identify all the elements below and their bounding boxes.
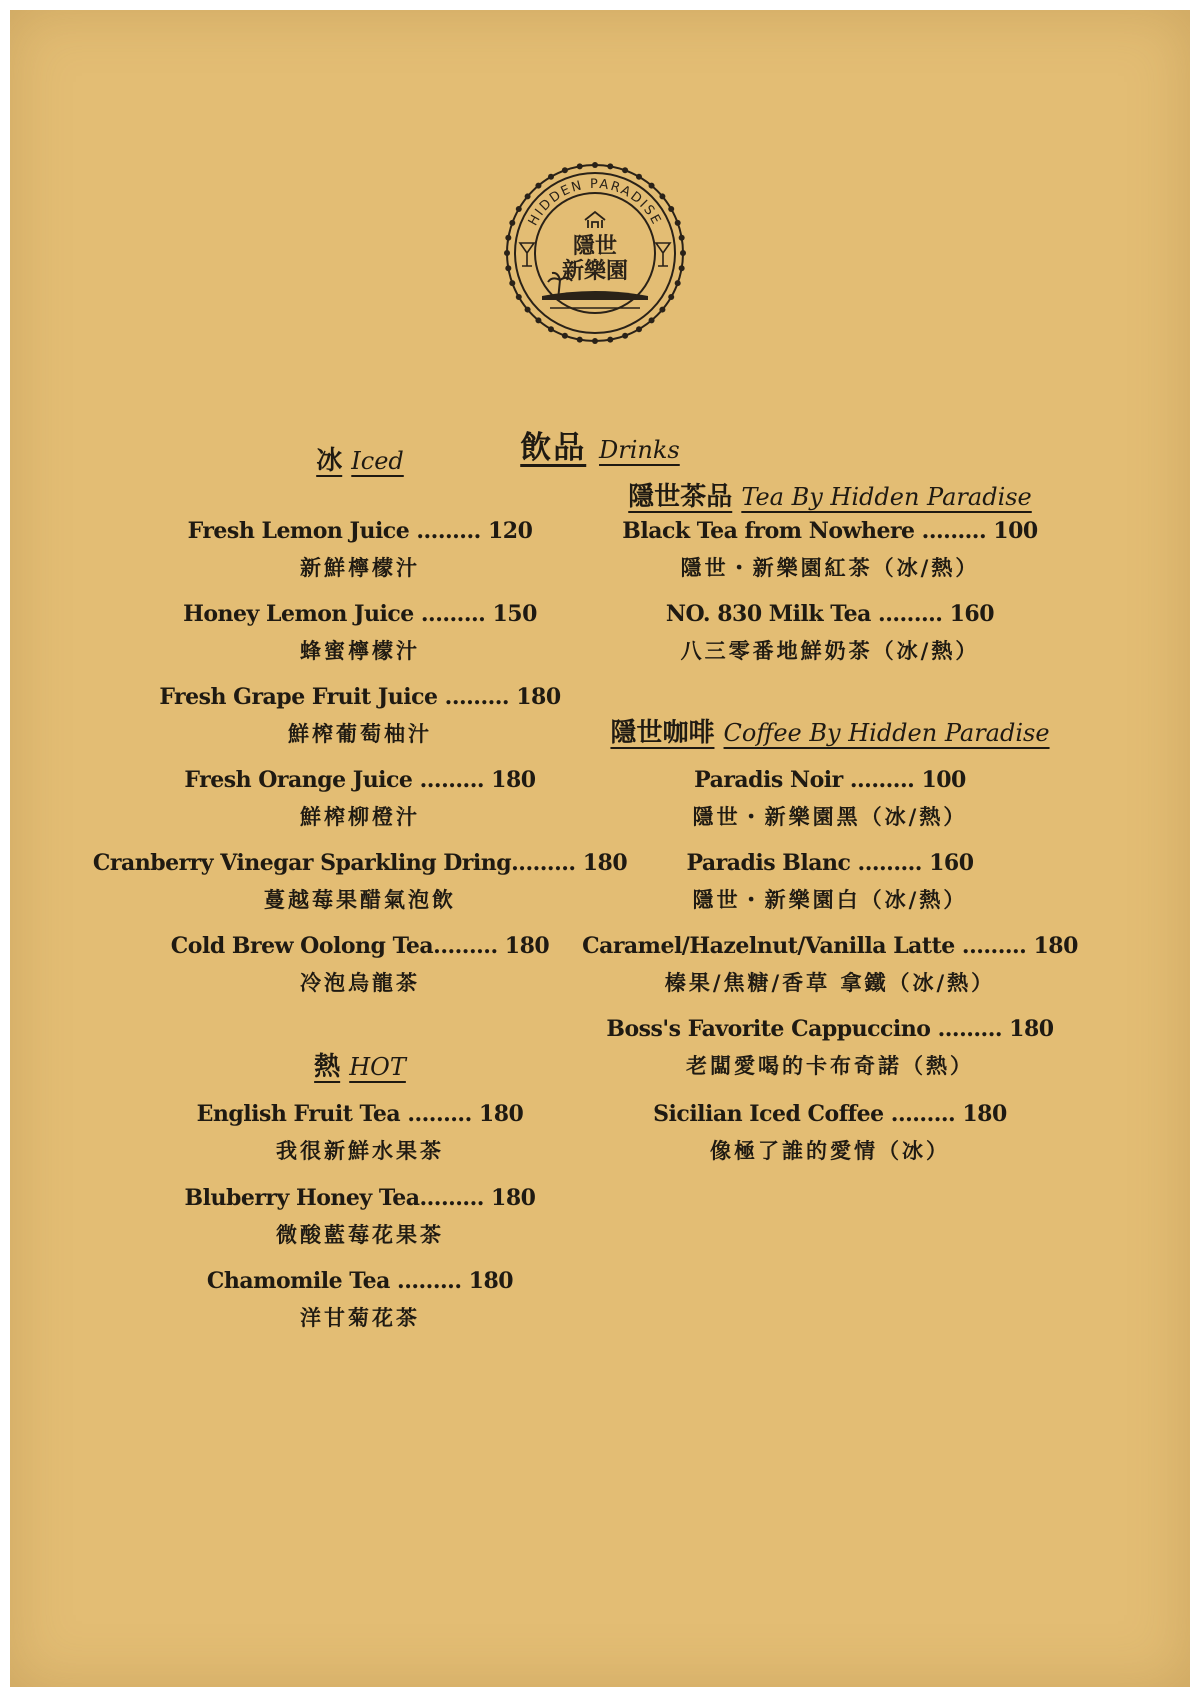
section-heading-en: Tea By Hidden Paradise xyxy=(741,483,1032,511)
logo-scallop xyxy=(607,163,613,169)
section-heading-zh: 隱世茶品 xyxy=(628,482,733,512)
section-heading-zh: 熱 xyxy=(314,1052,341,1082)
cocktail-glass-icon-right xyxy=(656,243,670,266)
item-name-zh: 我很新鮮水果茶 xyxy=(276,1138,444,1163)
item-name-en: Cold Brew Oolong Tea......... 180 xyxy=(170,933,550,959)
menu-item xyxy=(90,1185,630,1249)
logo-scallop xyxy=(649,317,655,323)
menu-item xyxy=(90,933,630,997)
item-name-en: Honey Lemon Juice ......... 150 xyxy=(183,601,537,627)
item-name-zh: 新鮮檸檬汁 xyxy=(300,555,420,580)
logo-scallop xyxy=(592,338,598,344)
logo-scallop xyxy=(548,174,554,180)
section-heading-coffee xyxy=(560,712,1100,749)
menu-item xyxy=(90,684,630,748)
menu-item xyxy=(90,850,630,914)
logo-scallop xyxy=(675,220,681,226)
item-name-zh: 八三零番地鮮奶茶（冰/熱） xyxy=(680,638,980,663)
item-name-zh: 老闆愛喝的卡布奇諾（熱） xyxy=(686,1053,974,1078)
logo-name-line2: 新樂園 xyxy=(561,258,629,284)
menu-item xyxy=(560,767,1100,831)
logo-scallop xyxy=(562,167,568,173)
menu-item xyxy=(560,1016,1100,1080)
item-name-en: Black Tea from Nowhere ......... 100 xyxy=(622,518,1038,544)
logo-scallop xyxy=(505,265,511,271)
section-heading-en: Iced xyxy=(351,447,404,475)
section-heading-hot xyxy=(90,1046,630,1083)
menu-item xyxy=(560,1101,1100,1165)
logo-scallop xyxy=(668,206,674,212)
logo-scallop xyxy=(668,294,674,300)
menu-item xyxy=(560,933,1100,997)
menu-item xyxy=(90,601,630,665)
item-name-en: NO. 830 Milk Tea ......... 160 xyxy=(665,601,995,627)
item-name-zh: 洋甘菊花茶 xyxy=(300,1305,420,1330)
section-heading-en: Coffee By Hidden Paradise xyxy=(723,719,1050,747)
section-heading-iced xyxy=(90,440,630,477)
item-name-zh: 隱世・新樂園白（冰/熱） xyxy=(692,887,968,912)
logo-scallop xyxy=(679,235,685,241)
section-heading-zh: 隱世咖啡 xyxy=(610,718,715,748)
item-name-en: Caramel/Hazelnut/Vanilla Latte ......... 180 xyxy=(582,933,1078,959)
logo-scallop xyxy=(659,307,665,313)
section-heading-tea xyxy=(560,476,1100,513)
item-name-zh: 鮮榨葡萄柚汁 xyxy=(288,721,432,746)
logo-scallop xyxy=(649,183,655,189)
hidden-paradise-logo xyxy=(500,158,690,348)
logo-scallop xyxy=(562,333,568,339)
item-name-zh: 像極了誰的愛情（冰） xyxy=(710,1138,950,1163)
logo-scallop xyxy=(679,265,685,271)
section-heading-zh: 冰 xyxy=(316,446,343,476)
logo-ring-text: HIDDEN PARADISE xyxy=(525,176,665,229)
item-name-zh: 隱世・新樂園黑（冰/熱） xyxy=(692,804,968,829)
logo-scallop xyxy=(636,326,642,332)
menu-item xyxy=(90,518,630,582)
menu-item xyxy=(90,767,630,831)
logo-scallop xyxy=(525,307,531,313)
item-name-zh: 蔓越莓果醋氣泡飲 xyxy=(264,887,456,912)
logo-scallop xyxy=(509,280,515,286)
logo-scallop xyxy=(675,280,681,286)
logo-scallop xyxy=(504,250,510,256)
menu-item xyxy=(560,518,1100,582)
item-name-en: Sicilian Iced Coffee ......... 180 xyxy=(653,1101,1007,1127)
item-name-en: Bluberry Honey Tea......... 180 xyxy=(184,1185,536,1211)
item-name-en: Boss's Favorite Cappuccino ......... 180 xyxy=(606,1016,1054,1042)
logo-name-line1: 隱世 xyxy=(572,233,618,259)
item-name-en: Cranberry Vinegar Sparkling Dring......... 180 xyxy=(92,850,628,876)
logo-scallop xyxy=(577,337,583,343)
item-name-zh: 鮮榨柳橙汁 xyxy=(300,804,420,829)
logo-scallop xyxy=(592,162,598,168)
menu-item xyxy=(90,1101,630,1165)
logo-scallop xyxy=(525,193,531,199)
item-name-zh: 隱世・新樂園紅茶（冰/熱） xyxy=(680,555,980,580)
logo-scallop xyxy=(516,294,522,300)
logo-scallop xyxy=(535,183,541,189)
item-name-en: Chamomile Tea ......... 180 xyxy=(206,1268,514,1294)
logo-scallop xyxy=(548,326,554,332)
logo-scallop xyxy=(577,163,583,169)
item-name-en: Paradis Noir ......... 100 xyxy=(694,767,966,793)
menu-item xyxy=(90,1268,630,1332)
cocktail-glass-icon xyxy=(520,243,534,266)
item-name-zh: 冷泡烏龍茶 xyxy=(300,970,420,995)
menu-item xyxy=(560,850,1100,914)
logo-scallop xyxy=(535,317,541,323)
item-name-en: English Fruit Tea ......... 180 xyxy=(196,1101,524,1127)
logo-scallop xyxy=(509,220,515,226)
svg-text:HIDDEN PARADISE xyxy=(526,177,664,228)
logo-scallop xyxy=(636,174,642,180)
menu-title-zh: 飲品 xyxy=(520,430,587,466)
section-heading-en: HOT xyxy=(349,1053,406,1081)
menu-title-en: Drinks xyxy=(599,436,680,464)
logo-scallop xyxy=(516,206,522,212)
item-name-zh: 蜂蜜檸檬汁 xyxy=(300,638,420,663)
item-name-en: Fresh Lemon Juice ......... 120 xyxy=(187,518,533,544)
logo-scallop xyxy=(659,193,665,199)
item-name-zh: 微酸藍莓花果茶 xyxy=(276,1222,444,1247)
logo-scallop xyxy=(680,250,686,256)
item-name-en: Fresh Orange Juice ......... 180 xyxy=(184,767,536,793)
logo-scallop xyxy=(622,167,628,173)
menu-item xyxy=(560,601,1100,665)
item-name-en: Paradis Blanc ......... 160 xyxy=(686,850,974,876)
item-name-zh: 榛果/焦糖/香草 拿鐵（冰/熱） xyxy=(664,970,996,995)
item-name-en: Fresh Grape Fruit Juice ......... 180 xyxy=(159,684,561,710)
logo-scallop xyxy=(607,337,613,343)
logo-scallop xyxy=(622,333,628,339)
logo-scallop xyxy=(505,235,511,241)
